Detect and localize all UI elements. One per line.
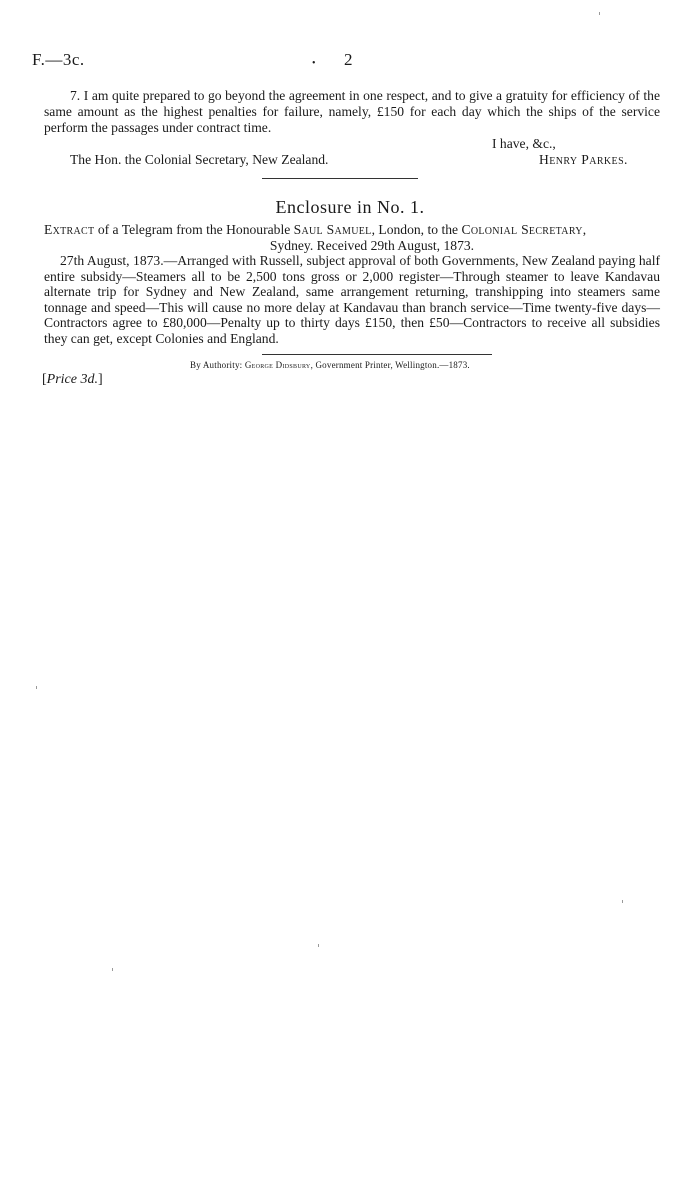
sender-name: Saul Samuel bbox=[293, 222, 372, 237]
extract-intro-3: , bbox=[582, 222, 587, 237]
section-divider bbox=[262, 178, 418, 179]
signoff-block bbox=[44, 136, 660, 168]
closing-text: I have, &c., bbox=[492, 136, 556, 151]
page-header bbox=[32, 50, 668, 74]
recipient-name: Colonial Secretary bbox=[461, 222, 583, 237]
extract-intro bbox=[44, 222, 660, 238]
telegram-text: 27th August, 1873.—Arranged with Russell, subject approval of both Governments, New Zealand paying half entire subsidy—Steamers all to be 2,500 tons gross or 2,000 register—Through steamer to leave Kandavau alternate trip for Sydney and New Zealand, same arrangement returning, transhipping into steamers same tonnage and speed—This will cause no more delay at Kandavau than branch service—Time twenty-five days—Contractors agree to £80,000—Penalty up to thirty days £150, then £50—Contractors to receive all subsidies they can get, except Colonies and England. bbox=[44, 253, 660, 346]
extract-word: Extract bbox=[44, 222, 95, 237]
price-open-bracket: [ bbox=[42, 372, 47, 387]
price-close-bracket: ] bbox=[98, 372, 103, 387]
extract-received-line: Sydney. Received 29th August, 1873. bbox=[269, 237, 475, 253]
enclosure-heading: Enclosure in No. 1. bbox=[275, 197, 425, 217]
extract-intro-2: , London, to the bbox=[371, 222, 459, 237]
imprint-prefix: By Authority: bbox=[190, 360, 243, 370]
price-text: Price 3d. bbox=[46, 372, 98, 387]
document-code: F.—3c. bbox=[32, 50, 85, 69]
paper-speck bbox=[36, 686, 37, 689]
paper-speck bbox=[599, 12, 600, 15]
extract-intro-1: of a Telegram from the Honourable bbox=[97, 222, 291, 237]
imprint-divider bbox=[262, 354, 492, 355]
paper-speck bbox=[112, 968, 113, 971]
addressee-text: The Hon. the Colonial Secretary, New Zealand. bbox=[70, 152, 329, 167]
imprint-suffix: , Government Printer, Wellington.—1873. bbox=[310, 360, 470, 370]
paragraph-7: 7. I am quite prepared to go beyond the agreement in one respect, and to give a gratuity for efficiency of the same amount as the highest penalties for failure, namely, £150 for each day which the ships of the service perform the passages under contract time. bbox=[44, 88, 660, 135]
paper-speck bbox=[622, 900, 623, 903]
page-number: 2 bbox=[344, 50, 353, 69]
printer-name: George Didsbury bbox=[244, 360, 311, 370]
paper-speck bbox=[318, 944, 319, 947]
header-bullet: • bbox=[312, 58, 316, 69]
printer-imprint bbox=[190, 360, 470, 370]
price-notice bbox=[42, 372, 103, 388]
signer-name: Henry Parkes. bbox=[539, 152, 628, 167]
extract-block bbox=[44, 222, 660, 346]
letter-body bbox=[44, 88, 660, 168]
